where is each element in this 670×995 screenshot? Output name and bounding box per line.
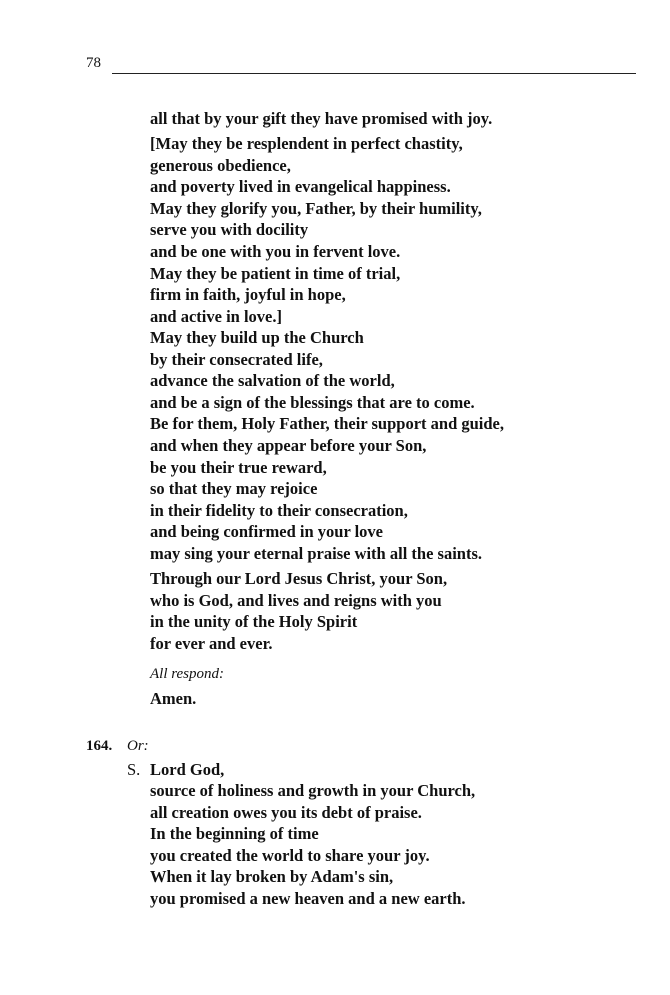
header-rule <box>112 73 636 74</box>
prayer-line: May they be patient in time of trial, <box>150 263 401 283</box>
prayer-line: all that by your gift they have promised with joy. <box>150 109 493 128</box>
prayer-line: May they build up the Church <box>150 328 364 347</box>
prayer-line: all creation owes you its debt of praise. <box>150 802 422 822</box>
prayer-line: When it lay broken by Adam's sin, <box>150 867 394 887</box>
prayer-line-group-2 <box>150 133 482 327</box>
prayer-line: for ever and ever. <box>150 633 273 653</box>
prayer-line: and be a sign of the blessings that are to come. <box>150 392 475 412</box>
prayer-line: in the unity of the Holy Spirit <box>150 612 358 632</box>
prayer-line: you promised a new heaven and a new earth. <box>150 888 466 908</box>
prayer-line: firm in faith, joyful in hope, <box>150 285 346 305</box>
prayer-line: generous obedience, <box>150 155 291 175</box>
prayer-line: [May they be resplendent in perfect chastity, <box>150 134 463 153</box>
section-rubric: Or: <box>127 738 149 754</box>
prayer-line: and active in love.] <box>150 306 282 326</box>
section-prayer-lines <box>150 780 475 910</box>
prayer-line: source of holiness and growth in your Church, <box>150 781 476 800</box>
prayer-line: so that they may rejoice <box>150 479 318 499</box>
prayer-line-group-3 <box>150 327 504 565</box>
prayer-line: by their consecrated life, <box>150 349 323 369</box>
prayer-line: and when they appear before your Son, <box>150 435 427 455</box>
prayer-line: and poverty lived in evangelical happiness. <box>150 177 451 197</box>
prayer-line: Through our Lord Jesus Christ, your Son, <box>150 569 448 588</box>
response-amen: Amen. <box>150 689 197 708</box>
prayer-line-group-4 <box>150 568 447 654</box>
prayer-line: you created the world to share your joy. <box>150 845 430 865</box>
prayer-line: and be one with you in fervent love. <box>150 241 401 261</box>
prayer-line-group-1 <box>150 108 492 130</box>
speaker-label: S. <box>127 760 141 779</box>
prayer-line: advance the salvation of the world, <box>150 371 395 391</box>
section-number: 164. <box>86 738 113 754</box>
prayer-line: May they glorify you, Father, by their humility, <box>150 198 482 218</box>
prayer-line: In the beginning of time <box>150 824 319 844</box>
section-first-line: Lord God, <box>150 760 225 779</box>
response-rubric: All respond: <box>150 666 225 682</box>
page-number: 78 <box>86 55 101 71</box>
prayer-line: may sing your eternal praise with all the saints. <box>150 543 482 563</box>
prayer-line: in their fidelity to their consecration, <box>150 500 408 520</box>
prayer-line: and being confirmed in your love <box>150 522 384 542</box>
prayer-line: who is God, and lives and reigns with you <box>150 590 442 610</box>
prayer-line: serve you with docility <box>150 220 309 240</box>
prayer-line: be you their true reward, <box>150 457 327 477</box>
prayer-line: Be for them, Holy Father, their support and guide, <box>150 414 505 434</box>
